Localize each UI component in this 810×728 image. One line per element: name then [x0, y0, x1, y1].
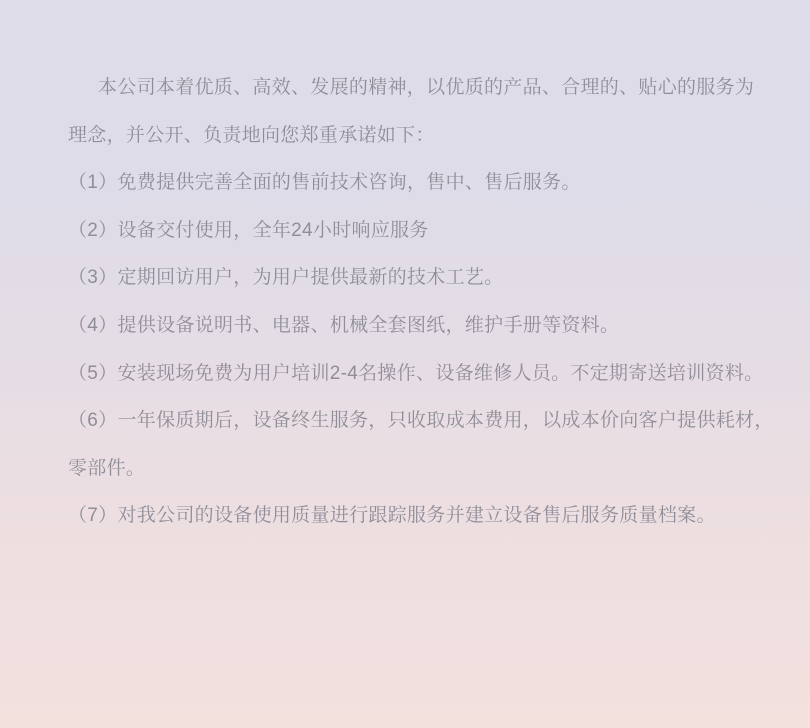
commitment-7: （7）对我公司的设备使用质量进行跟踪服务并建立设备售后服务质量档案。 — [68, 505, 716, 527]
service-commitment-text — [68, 64, 774, 540]
commitment-6-continued: 零部件。 — [68, 457, 146, 479]
commitment-5: （5）安装现场免费为用户培训2-4名操作、设备维修人员。不定期寄送培训资料。 — [68, 362, 764, 384]
commitment-4: （4）提供设备说明书、电器、机械全套图纸，维护手册等资料。 — [68, 314, 620, 336]
commitment-6: （6）一年保质期后，设备终生服务，只收取成本费用，以成本价向客户提供耗材， — [68, 410, 774, 432]
commitment-2: （2）设备交付使用，全年24小时响应服务 — [68, 219, 429, 241]
intro-line-2: 理念，并公开、负责地向您郑重承诺如下： — [68, 124, 435, 146]
intro-line-1: 本公司本着优质、高效、发展的精神，以优质的产品、合理的、贴心的服务为 — [98, 77, 755, 98]
commitment-1: （1）免费提供完善全面的售前技术咨询，售中、售后服务。 — [68, 172, 581, 194]
commitment-3: （3）定期回访用户，为用户提供最新的技术工艺。 — [68, 267, 504, 289]
